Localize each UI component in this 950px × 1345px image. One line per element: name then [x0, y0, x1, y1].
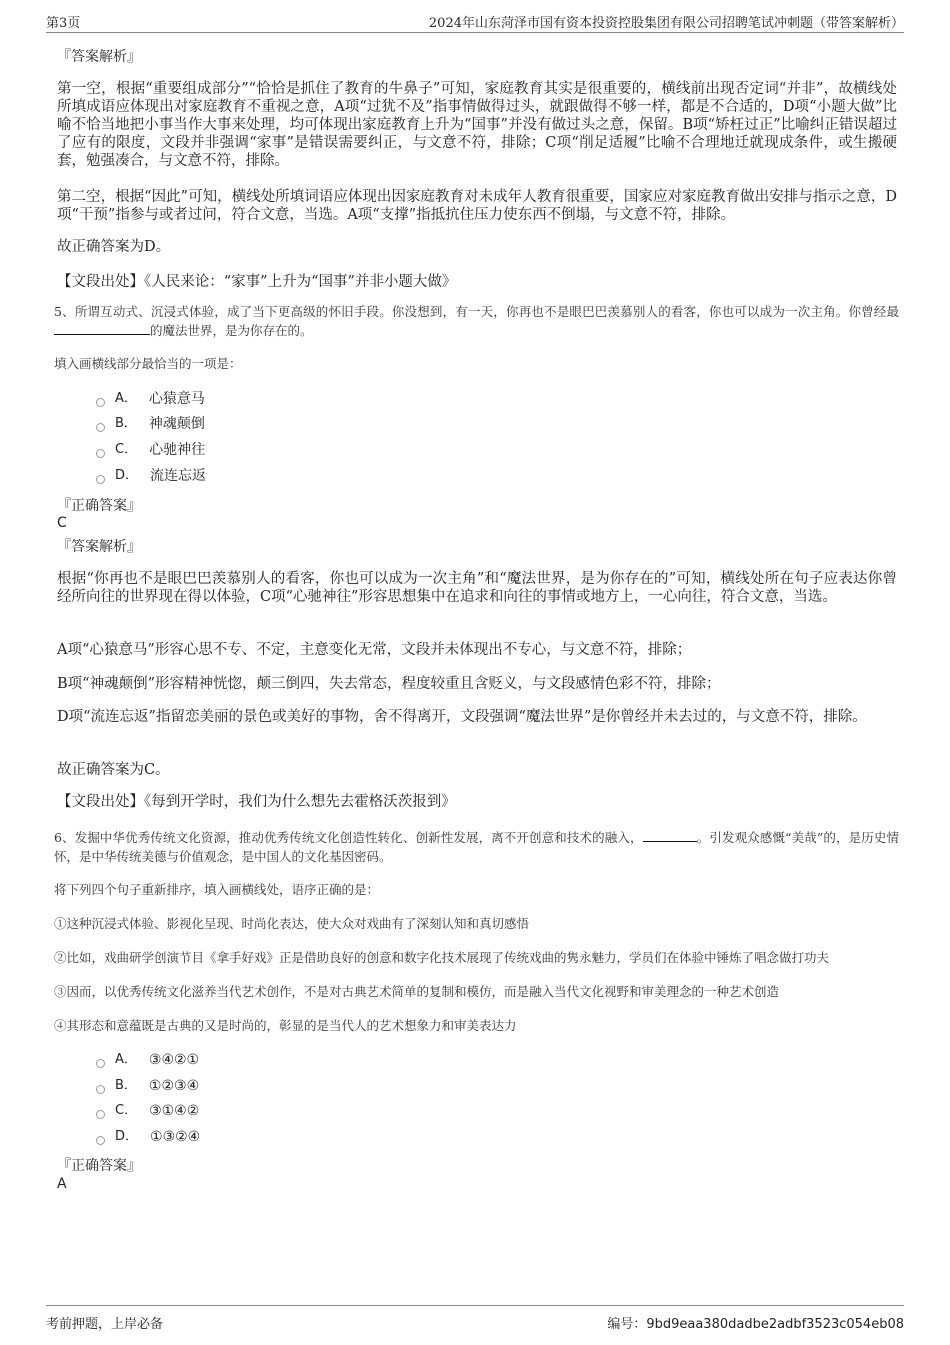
document-id: 编号：9bd9eaa380dadbe2adbf3523c054eb08 — [607, 1317, 904, 1332]
radio-icon[interactable] — [96, 475, 105, 484]
q4-analysis-label: 『答案解析』 — [57, 49, 141, 65]
option-text: ③①④② — [149, 1103, 200, 1119]
option-text: 心驰神往 — [149, 442, 206, 458]
option-letter: C． — [115, 442, 138, 457]
radio-icon[interactable] — [96, 1085, 105, 1094]
option-text: ③④②① — [148, 1052, 200, 1068]
option-text: 心猿意马 — [148, 391, 205, 407]
q6-stem-part2: 。引发观众感慨“美哉”的，是历史情怀，是中华传统美德与价值观念，是中国人的文化基因密码。 — [54, 830, 899, 864]
q6-correct-label: 『正确答案』 — [57, 1158, 141, 1174]
option-letter: A． — [115, 1052, 137, 1067]
option-letter: B． — [115, 1078, 137, 1093]
option-text: 神魂颠倒 — [148, 416, 205, 432]
q4-source: 【文段出处】《人民来论：“家事”上升为“国事”并非小题大做》 — [57, 274, 457, 290]
option-text: 流连忘返 — [150, 468, 207, 484]
q5-analysis-p1: 根据“你再也不是眼巴巴羡慕别人的看客，你也可以成为一次主角”和“魔法世界，是为你存在的”可知，横线处所在句子应表达你曾经所向往的世界现在得以体验，C项“心驰神往”形容思想集中在追求和向往的事情或地方上，一心向往，符合文意，当选。 — [57, 571, 897, 605]
q6-option-b[interactable] — [96, 1076, 199, 1096]
q6-correct-answer: A — [57, 1176, 67, 1192]
q5-conclusion: 故正确答案为C。 — [57, 762, 170, 778]
q5-option-b[interactable] — [96, 414, 205, 434]
option-letter: C． — [115, 1103, 138, 1118]
q6-option-a[interactable] — [96, 1050, 199, 1070]
q6-stem-part1: 6、发掘中华优秀传统文化资源，推动优秀传统文化创造性转化、创新性发展，离不开创意和技术的融入， — [54, 830, 643, 845]
q5-source: 【文段出处】《每到开学时，我们为什么想先去霍格沃茨报到》 — [57, 794, 456, 810]
page-header — [0, 0, 950, 36]
footer-divider — [46, 1305, 904, 1306]
radio-icon[interactable] — [96, 1136, 105, 1145]
radio-icon[interactable] — [96, 1110, 105, 1119]
radio-icon[interactable] — [96, 398, 105, 407]
q5-analysis-p2: A项“心猿意马”形容心思不专、不定，主意变化无常，文段并未体现出不专心，与文意不符，排除； — [57, 642, 692, 658]
header-divider — [46, 32, 904, 33]
option-letter: D． — [115, 468, 139, 483]
q5-correct-answer: C — [57, 515, 67, 531]
q5-analysis-label: 『答案解析』 — [57, 539, 141, 555]
q5-analysis-p3: B项“神魂颠倒”形容精神恍惚，颠三倒四，失去常态，程度较重且含贬义，与文段感情色彩不符，排除； — [57, 676, 721, 692]
radio-icon[interactable] — [96, 449, 105, 458]
q5-blank — [54, 321, 150, 335]
q5-option-d[interactable] — [96, 466, 206, 486]
q6-sentence-4: ④其形态和意蕴既是古典的又是时尚的，彰显的是当代人的艺术想象力和审美表达力 — [54, 1018, 517, 1033]
q5-stem — [54, 302, 899, 340]
radio-icon[interactable] — [96, 423, 105, 432]
q5-stem-part1: 5、所谓互动式、沉浸式体验，成了当下更高级的怀旧手段。你没想到，有一天，你再也不是眼巴巴羡慕别人的看客，你也可以成为一次主角。你曾经最 — [54, 304, 899, 319]
q5-correct-label: 『正确答案』 — [57, 498, 141, 514]
q4-analysis-p1: 第一空，根据“重要组成部分”“恰恰是抓住了教育的牛鼻子”可知，家庭教育其实是很重要的，横线前出现否定词“并非”，故横线处所填成语应体现出对家庭教育不重视之意，A项“过犹不及”指事情做得过头，就跟做得不够一样，都是不合适的，D项“小题大做”比喻不恰当地把小事当作大事来处理，均可体现出家庭教育上升为“国事”并没有做过头之意，保留。B项“矫枉过正”比喻纠正错误超过了应有的限度，文段并非强调“家事”是错误需要纠正，与文意不符，排除；C项“削足适履”比喻不合理地迁就现成条件，或生搬硬套，勉强凑合，与文意不符，排除。 — [57, 81, 897, 169]
option-letter: B． — [115, 416, 137, 431]
q6-sentence-3: ③因而，以优秀传统文化滋养当代艺术创作，不是对古典艺术简单的复制和模仿，而是融入当代文化视野和审美理念的一种艺术创造 — [54, 984, 780, 999]
q4-analysis-p2: 第二空，根据“因此”可知，横线处所填词语应体现出因家庭教育对未成年人教育很重要，国家应对家庭教育做出安排与指示之意，D项“干预”指参与或者过问，符合文意，当选。A项“支撑”指抵抗住压力使东西不倒塌，与文意不符，排除。 — [57, 189, 897, 223]
option-letter: A． — [115, 391, 137, 406]
option-text: ①③②④ — [150, 1129, 201, 1145]
q4-conclusion: 故正确答案为D。 — [57, 239, 171, 255]
q5-prompt: 填入画横线部分最恰当的一项是： — [54, 356, 242, 371]
q6-sentence-2: ②比如，戏曲研学创演节目《拿手好戏》正是借助良好的创意和数字化技术展现了传统戏曲的隽永魅力，学员们在体验中锤炼了唱念做打功夫 — [54, 950, 830, 965]
q5-option-c[interactable] — [96, 440, 205, 460]
footer-slogan: 考前押题，上岸必备 — [46, 1317, 164, 1332]
q6-blank — [643, 828, 697, 842]
option-text: ①②③④ — [148, 1078, 200, 1094]
q6-option-d[interactable] — [96, 1127, 200, 1147]
q5-analysis-p4: D项“流连忘返”指留恋美丽的景色或美好的事物，舍不得离开，文段强调“魔法世界”是你曾经并未去过的，与文意不符，排除。 — [57, 709, 867, 725]
q6-option-c[interactable] — [96, 1101, 199, 1121]
q6-prompt: 将下列四个句子重新排序，填入画横线处，语序正确的是： — [54, 882, 380, 897]
option-letter: D． — [115, 1129, 139, 1144]
radio-icon[interactable] — [96, 1059, 105, 1068]
page-number: 第3页 — [46, 16, 81, 31]
q5-option-a[interactable] — [96, 389, 205, 409]
q6-sentence-1: ①这种沉浸式体验、影视化呈现、时尚化表达，使大众对戏曲有了深刻认知和真切感悟 — [54, 916, 530, 931]
q6-stem — [54, 828, 899, 866]
q5-stem-part2: 的魔法世界，是为你存在的。 — [150, 323, 313, 338]
document-title: 2024年山东菏泽市国有资本投资控股集团有限公司招聘笔试冲刺题（带答案解析） — [428, 16, 904, 31]
